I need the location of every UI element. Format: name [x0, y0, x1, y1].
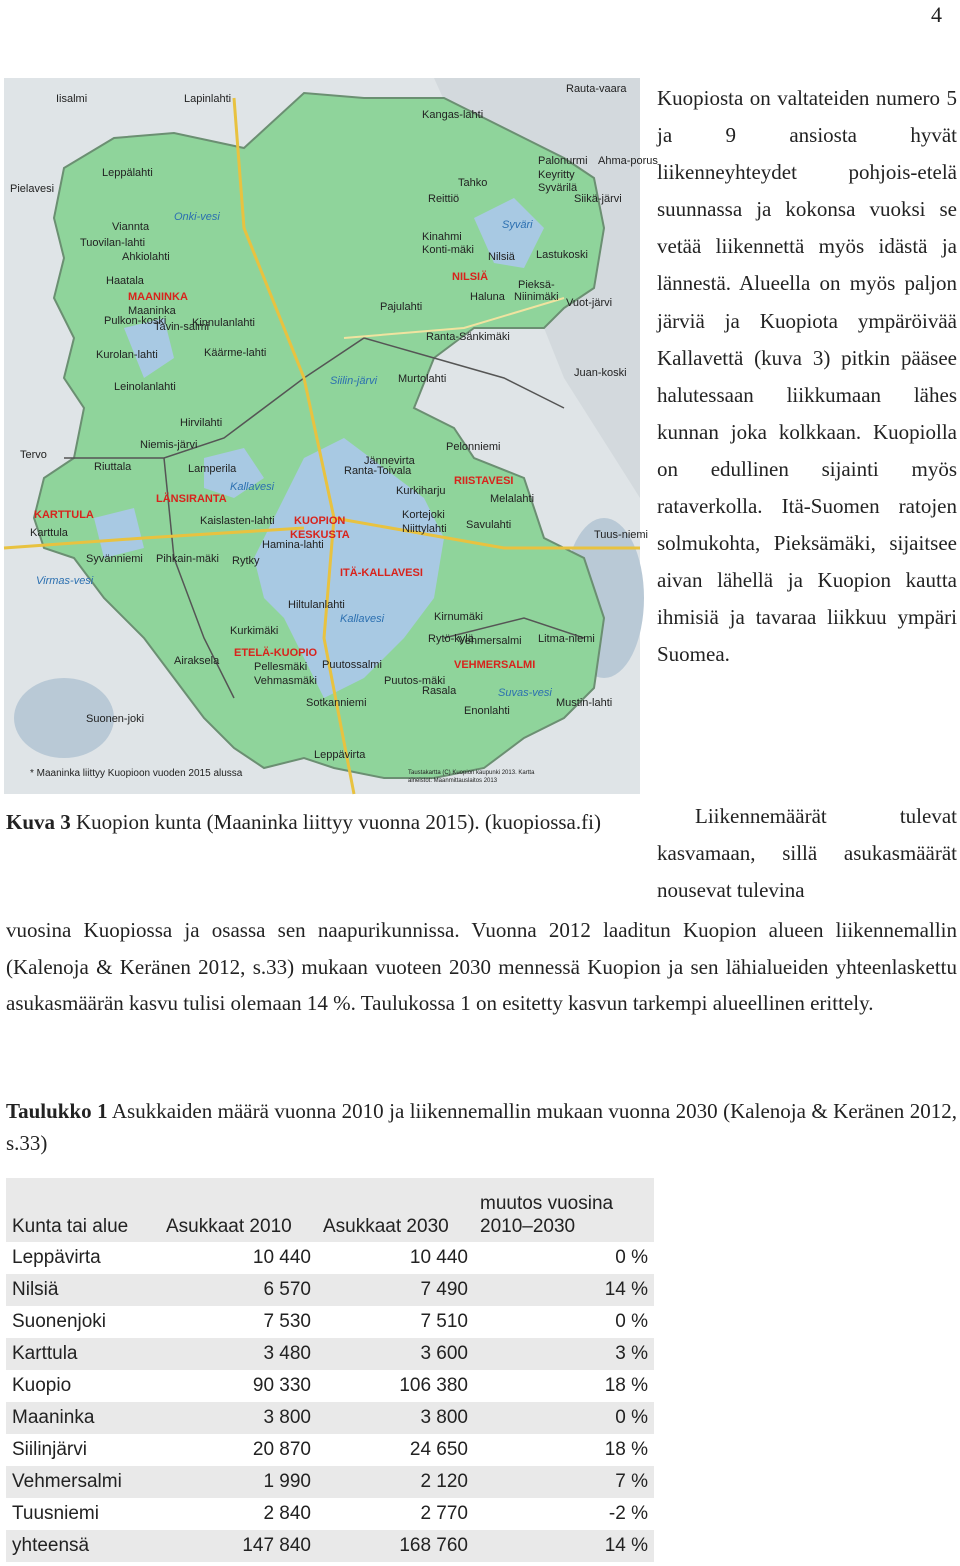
map-label: Leinolanlahti [114, 381, 176, 393]
caption-label: Kuva 3 [6, 810, 71, 834]
map-label: Pajulahti [380, 301, 423, 313]
map-label: Savulahti [466, 519, 512, 531]
cell-area: Vehmersalmi [6, 1466, 160, 1498]
map-label: Haluna [470, 291, 505, 303]
map-label: Hiltulanlahti [288, 599, 345, 611]
cell-2010: 1 990 [160, 1466, 317, 1498]
map-label: Nilsiä [488, 251, 515, 263]
map-label: Kurkimäki [230, 625, 279, 637]
map-label: Syvärilä [538, 182, 578, 194]
body-paragraph-2-start: Liikennemäärät tulevat kasvamaan, sillä asukasmäärät nousevat tulevina [657, 804, 957, 902]
column-header: muutos vuosina 2010–2030 [474, 1178, 654, 1242]
map-label: Onki-vesi [174, 211, 220, 223]
map-label: KESKUSTA [290, 529, 350, 541]
cell-2010: 2 840 [160, 1498, 317, 1530]
table-row [6, 1242, 654, 1274]
cell-2010: 147 840 [160, 1530, 317, 1562]
cell-2030: 2 770 [317, 1498, 474, 1530]
map-label: KARTTULA [34, 509, 94, 521]
map-label: Murtolahti [398, 373, 447, 385]
map-label: Ranta-Sänkimäki [426, 331, 510, 343]
map-label: Lapinlahti [184, 93, 232, 105]
cell-change: 18 % [474, 1370, 654, 1402]
map-label: Lastukoski [536, 249, 588, 261]
column-header: Asukkaat 2010 [160, 1178, 317, 1242]
map-label: Suvas-vesi [498, 687, 552, 699]
cell-2030: 3 600 [317, 1338, 474, 1370]
cell-2030: 106 380 [317, 1370, 474, 1402]
table-row [6, 1466, 654, 1498]
map-label: Kortejoki [402, 509, 445, 521]
cell-area: Karttula [6, 1338, 160, 1370]
map-label: Syvänniemi [86, 553, 143, 565]
map-label: Ahkiolahti [122, 251, 170, 263]
map-label: Tahko [458, 177, 488, 189]
cell-2030: 168 760 [317, 1530, 474, 1562]
cell-2010: 90 330 [160, 1370, 317, 1402]
map-label: Palonurmi [538, 155, 588, 167]
cell-change: 0 % [474, 1402, 654, 1434]
map-note: * Maaninka liittyy Kuopioon vuoden 2015 alussa [30, 768, 243, 779]
map-label: Konti-mäki [422, 244, 474, 256]
map-label: Kangas-lahti [422, 109, 484, 121]
map-label: Melalahti [490, 493, 535, 505]
map-label: MAANINKA [128, 291, 188, 303]
map-label: Leppälahti [102, 167, 153, 179]
map-label: Tuovilan-lahti [80, 237, 146, 249]
cell-2030: 3 800 [317, 1402, 474, 1434]
map-label: Pulkon-koski [104, 315, 167, 327]
cell-2010: 6 570 [160, 1274, 317, 1306]
map-label: Siikä-järvi [574, 193, 622, 205]
cell-change: 0 % [474, 1306, 654, 1338]
map-label: VEHMERSALMI [454, 659, 536, 671]
map-label: Leppävirta [314, 749, 366, 761]
map-label: Karttula [30, 527, 68, 539]
cell-2010: 3 800 [160, 1402, 317, 1434]
caption-text: Kuopion kunta (Maaninka liittyy vuonna 2015). (kuopiossa.fi) [70, 810, 601, 834]
figure-caption [6, 806, 640, 838]
map-label: Syväri [502, 219, 533, 231]
map-label: Kurkiharju [396, 485, 446, 497]
map-label: Mustin-lahti [556, 697, 613, 709]
map-label: Kirnumäki [434, 611, 483, 623]
map-label: Tervo [20, 449, 47, 461]
map-label: Käärme-lahti [204, 347, 267, 359]
table-caption-text: Asukkaiden määrä vuonna 2010 ja liikennemallin mukaan vuonna 2030 (Kalenoja & Keränen 2012, s.33) [6, 1099, 957, 1155]
map-label: KUOPION [294, 515, 346, 527]
cell-2030: 10 440 [317, 1242, 474, 1274]
map-label: Lamperila [188, 463, 237, 475]
map-label: ITÄ-KALLAVESI [340, 567, 423, 579]
cell-2030: 7 510 [317, 1306, 474, 1338]
map-label: Sotkanniemi [306, 697, 367, 709]
map-label: Rytö-kylä [428, 633, 474, 645]
map-label: Puutossalmi [322, 659, 382, 671]
cell-area: Maaninka [6, 1402, 160, 1434]
map-credit: aineistot: Maanmittauslaitos 2013 [408, 778, 498, 784]
cell-area: Kuopio [6, 1370, 160, 1402]
map-label: Kallavesi [230, 481, 275, 493]
body-paragraph-2-rest: vuosina Kuopiossa ja osassa sen naapurikunnissa. Vuonna 2012 laaditun Kuopion alueen liikennemallin (Kalenoja & Keränen 2012, s.33) mukaan vuoteen 2030 mennessä Kuopion ja sen lähialueiden yhteenlaskettu asukasmäärän kasvu tulisi olemaan 14 %. Taulukossa 1 on esitetty kasvun tarkempi alueellinen erittely. [6, 918, 957, 1015]
map-label: Pihkain-mäki [156, 553, 219, 565]
cell-2030: 2 120 [317, 1466, 474, 1498]
map-label: Puutos-mäki [384, 675, 446, 687]
table-row [6, 1370, 654, 1402]
cell-change: 14 % [474, 1530, 654, 1562]
page-number: 4 [931, 2, 942, 27]
cell-2030: 24 650 [317, 1434, 474, 1466]
map-label: Niittylahti [402, 523, 447, 535]
table-row [6, 1498, 654, 1530]
map-label: LÄNSIRANTA [156, 493, 227, 505]
column-header: Asukkaat 2030 [317, 1178, 474, 1242]
cell-change: 18 % [474, 1434, 654, 1466]
map-label: Haatala [106, 275, 144, 287]
cell-area: Siilinjärvi [6, 1434, 160, 1466]
cell-2010: 20 870 [160, 1434, 317, 1466]
table-caption [6, 1095, 957, 1159]
map-label: Suonen-joki [86, 713, 145, 725]
map-label: Ranta-Toivala [344, 465, 412, 477]
map-label: Enonlahti [464, 705, 510, 717]
map-label: Hirvilahti [180, 417, 223, 429]
map-label: Jännevirta [364, 455, 415, 467]
map-label: Hamina-lahti [262, 539, 324, 551]
table-row [6, 1306, 654, 1338]
map-label: Rytky [232, 555, 260, 567]
map-label: Ahma-porus [598, 155, 658, 167]
table-row [6, 1274, 654, 1306]
map-label: Kurolan-lahti [96, 349, 158, 361]
cell-change: 0 % [474, 1242, 654, 1274]
cell-area: yhteensä [6, 1530, 160, 1562]
cell-change: 7 % [474, 1466, 654, 1498]
cell-2010: 3 480 [160, 1338, 317, 1370]
cell-change: 3 % [474, 1338, 654, 1370]
map-credit: Taustakartta (C) Kuopion kaupunki 2013. Kartta [408, 770, 535, 776]
map-label: RIISTAVESI [454, 475, 514, 487]
map-label: Juan-koski [574, 367, 627, 379]
map-label: Rauta-vaara [566, 83, 627, 95]
body-paragraph-1: Kuopiosta on valtateiden numero 5 ja 9 ansiosta hyvät liikenneyhteydet pohjois-etelä suunnassa ja kokonsa vuoksi se vetää liikennettä myös idästä ja lännestä. Alueella on myös paljon järviä ja Kuopiota ympäröivää Kallavettä (kuva 3) pitkin pääsee halutessaan liikkumaan lähes kunnan joka kolkkaan. Kuopiolla on edullinen sijainti myös rataverkolla. Itä-Suomen ratojen solmukohta, Pieksämäki, sijaitsee aivan lähellä ja Kuopion kautta ihmisiä ja tavaraa liikkuu ympäri Suomea. [657, 86, 957, 667]
map-label: Reittiö [428, 193, 460, 205]
population-table [6, 1178, 654, 1562]
map-label: Kallavesi [340, 613, 385, 625]
map-label: Airaksela [174, 655, 220, 667]
cell-area: Nilsiä [6, 1274, 160, 1306]
map-label: Riuttala [94, 461, 132, 473]
map-label: Niemis-järvi [140, 439, 198, 451]
map-label: Pellesmäki [254, 661, 308, 673]
table-row [6, 1530, 654, 1562]
map-label: Vuot-järvi [566, 297, 613, 309]
map-label: Vehmersalmi [458, 635, 522, 647]
table-caption-label: Taulukko 1 [6, 1099, 108, 1123]
map-label: Iisalmi [56, 93, 88, 105]
map-label: Vehmasmäki [254, 675, 317, 687]
municipality-map [4, 78, 658, 794]
cell-change: -2 % [474, 1498, 654, 1530]
map-label: Siilin-järvi [330, 375, 378, 387]
map-label: Virmas-vesi [36, 575, 94, 587]
map-label: Pieksä- [518, 279, 555, 291]
map-label: Viannta [112, 221, 150, 233]
map-label: Niinimäki [514, 291, 559, 303]
map-label: Kinahmi [422, 231, 462, 243]
map-label: Tuus-niemi [594, 529, 648, 541]
cell-change: 14 % [474, 1274, 654, 1306]
cell-area: Suonenjoki [6, 1306, 160, 1338]
cell-area: Leppävirta [6, 1242, 160, 1274]
cell-2010: 10 440 [160, 1242, 317, 1274]
table-row [6, 1402, 654, 1434]
table-row [6, 1434, 654, 1466]
map-label: Kaislasten-lahti [200, 515, 275, 527]
map-label: Tavin-salmi [154, 321, 210, 333]
map-label: Kinnulanlahti [192, 317, 255, 329]
table-row [6, 1338, 654, 1370]
cell-2030: 7 490 [317, 1274, 474, 1306]
map-label: NILSIÄ [452, 271, 489, 283]
map-label: Rasala [422, 685, 457, 697]
cell-area: Tuusniemi [6, 1498, 160, 1530]
map-label: Pelonniemi [446, 441, 501, 453]
map-label: ETELÄ-KUOPIO [234, 647, 318, 659]
map-label: Keyritty [538, 169, 575, 181]
map-label: Pielavesi [10, 183, 55, 195]
map-label: Litma-niemi [538, 633, 595, 645]
column-header: Kunta tai alue [6, 1178, 160, 1242]
map-label: Maaninka [128, 305, 176, 317]
cell-2010: 7 530 [160, 1306, 317, 1338]
